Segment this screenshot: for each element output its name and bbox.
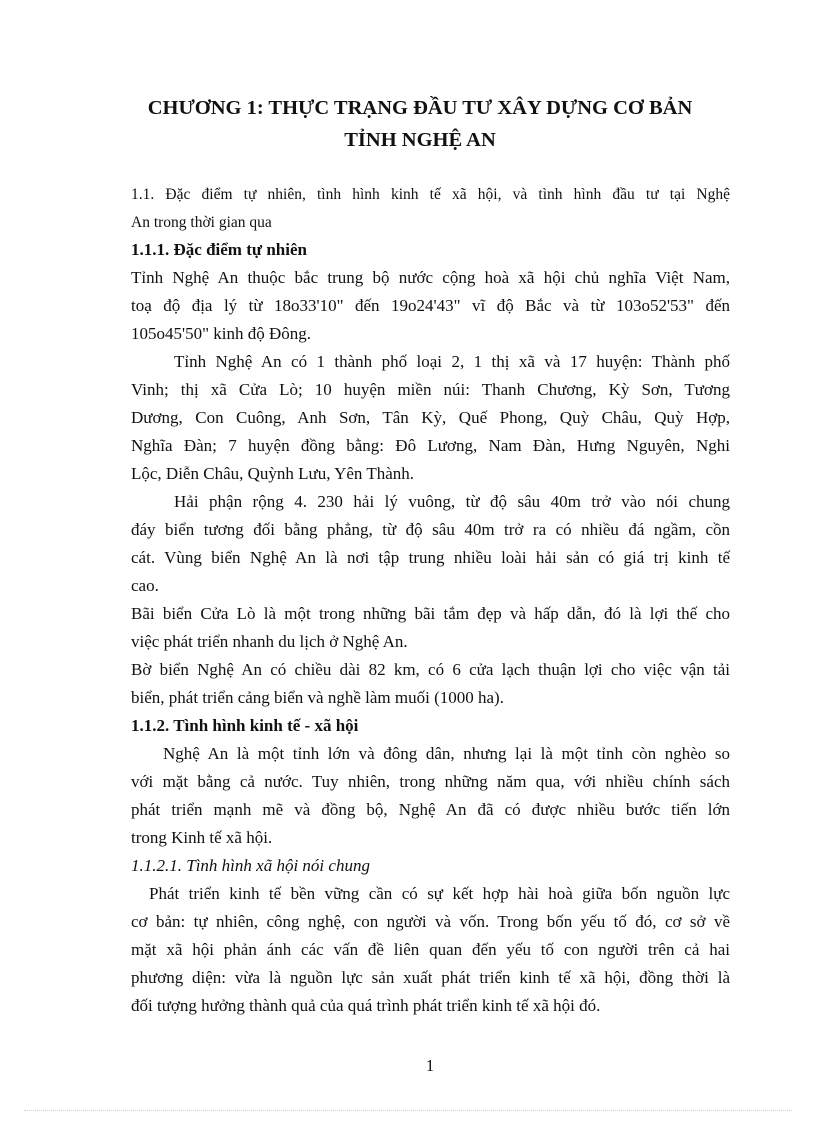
paragraph-line: mặt xã hội phản ánh các vấn đề liên quan đến yếu tố con người trên cả hai [131, 940, 730, 959]
page-bottom-divider [24, 1110, 792, 1111]
paragraph-line: toạ độ địa lý từ 18o33'10" đến 19o24'43" vĩ độ Bắc và từ 103o52'53" đến [131, 296, 730, 315]
paragraph-line: đáy biển tương đối bằng phẳng, từ độ sâu 40m trở ra có nhiều đá ngầm, cồn [131, 520, 730, 539]
paragraph-line: Tỉnh Nghệ An có 1 thành phố loại 2, 1 thị xã và 17 huyện: Thành phố [174, 352, 730, 371]
paragraph-line: biển, phát triển cảng biển và nghề làm muối (1000 ha). [131, 688, 504, 707]
paragraph-line: cát. Vùng biển Nghệ An là nơi tập trung nhiều loài hải sản có giá trị kinh tế [131, 548, 730, 567]
paragraph-line: 105o45'50" kinh độ Đông. [131, 324, 312, 343]
paragraph-line: Tỉnh Nghệ An thuộc bắc trung bộ nước cộng hoà xã hội chủ nghĩa Việt Nam, [131, 268, 730, 287]
paragraph-line: Bãi biển Cửa Lò là một trong những bãi tắm đẹp và hấp dẫn, đó là lợi thế cho [131, 604, 730, 623]
paragraph-line: cơ bản: tự nhiên, công nghệ, con người và vốn. Trong bốn yếu tố đó, cơ sở về [131, 912, 730, 931]
paragraph-line: Phát triển kinh tế bền vững cần có sự kết hợp hài hoà giữa bốn nguồn lực [149, 884, 730, 903]
paragraph-line: Hải phận rộng 4. 230 hải lý vuông, từ độ sâu 40m trở vào nói chung [174, 492, 730, 511]
paragraph-line: trong Kinh tế xã hội. [131, 828, 273, 847]
paragraph-line: Dương, Con Cuông, Anh Sơn, Tân Kỳ, Quế Phong, Quỳ Châu, Quỳ Hợp, [131, 408, 730, 427]
paragraph-line: phát triển mạnh mẽ và đồng bộ, Nghệ An đã có được nhiều bước tiến lớn [131, 800, 730, 819]
section-1-1-2-1-heading: 1.1.2.1. Tình hình xã hội nói chung [131, 856, 370, 875]
paragraph-line: Nghệ An là một tỉnh lớn và đông dân, nhưng lại là một tỉnh còn nghèo so [163, 744, 730, 763]
paragraph-line: Lộc, Diễn Châu, Quỳnh Lưu, Yên Thành. [131, 464, 415, 483]
paragraph-line: cao. [131, 576, 159, 595]
section-1-1-1-heading: 1.1.1. Đặc điểm tự nhiên [131, 240, 307, 259]
paragraph-line: phương diện: vừa là nguồn lực sản xuất phát triển kinh tế xã hội, đồng thời là [131, 968, 730, 987]
paragraph-line: với mặt bằng cả nước. Tuy nhiên, trong những năm qua, với nhiều chính sách [131, 772, 730, 791]
chapter-title-line-1: CHƯƠNG 1: THỰC TRẠNG ĐẦU TƯ XÂY DỰNG CƠ BẢN [147, 97, 693, 119]
paragraph-line: đối tượng hưởng thành quả của quá trình phát triển kinh tế xã hội đó. [131, 996, 601, 1015]
section-1-1-2-heading: 1.1.2. Tình hình kinh tế - xã hội [131, 716, 359, 735]
section-1-1-heading-line-2: An trong thời gian qua [131, 214, 272, 231]
section-1-1-heading-line-1: 1.1. Đặc điểm tự nhiên, tình hình kinh tế xã hội, và tình hình đầu tư tại Nghệ [131, 186, 730, 203]
paragraph-line: việc phát triển nhanh du lịch ở Nghệ An. [131, 632, 408, 651]
chapter-title-line-2: TỈNH NGHỆ AN [344, 129, 496, 151]
paragraph-line: Bờ biển Nghệ An có chiều dài 82 km, có 6 cửa lạch thuận lợi cho việc vận tải [131, 660, 730, 679]
paragraph-line: Vinh; thị xã Cửa Lò; 10 huyện miền núi: Thanh Chương, Kỳ Sơn, Tương [131, 380, 730, 399]
paragraph-line: Nghĩa Đàn; 7 huyện đồng bằng: Đô Lương, Nam Đàn, Hưng Nguyên, Nghi [131, 436, 730, 455]
page-number: 1 [425, 1056, 435, 1075]
